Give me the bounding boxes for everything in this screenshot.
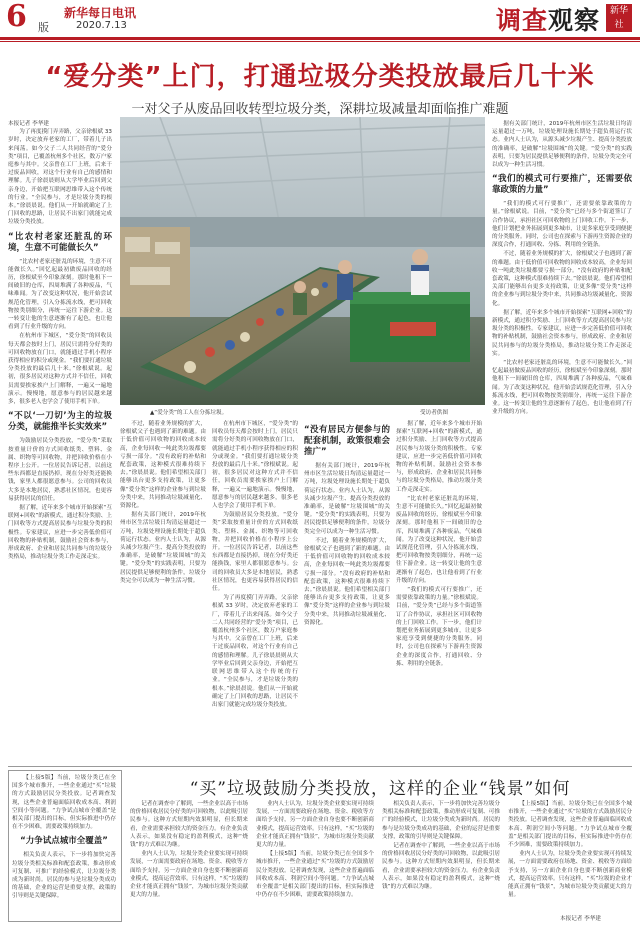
paragraph: 据有关部门统计，2019年杭州市区生活垃圾日均清运量超过一万吨，垃圾处理设施长期处于超负荷运行状态。业内人士认为，从源头减少垃圾产生、提高分类投放的准确率，是破解“垃圾围城”的关键。“爱分类”的实践表明，只要为居民提供足够便利的条件，垃圾分类完全可以成为一种生活习惯。: [492, 121, 632, 169]
paragraph: 为鼓励居民分类投放，“爱分类”采取按重量计价的方式回收纸类、塑料、金属、织物等可回收物，并把回收价格在小程序上公开。一位居民告诉记者，以前这些东西都是直接扔掉，现在分好类还能换钱，家里人都很愿意参与。公司的回收员大多是本地居民，熟悉社区情况，也更容易获得居民的信任。: [212, 512, 298, 593]
paragraph: 记者在调查中了解到，一些企业以高于市场的价格回收居民分好类的可回收物，以此吸引居民参与。这种方式短期内效果明显，但长期来看，企业需要承担较大的资金压力。有企业负责人表示，如果没有稳定的盈利模式，这种“烧钱”的方式难以为继。: [130, 801, 248, 849]
paragraph: “我们的模式可行要推广，还需要依靠政策的力量。”徐根斌说。目前，“爱分类”已经与多个街道签订了合作协议，承担社区可回收物的上门回收工作。下一步，他们计划把业务拓展到更多城市，让更多家庭享受到便捷的分类服务。同时，公司也在探索与下游再生资源企业的深度合作，打通回收、分拣、利用的全链条。: [492, 201, 632, 249]
paragraph: 为鼓励居民分类投放，“爱分类”采取按重量计价的方式回收纸类、塑料、金属、织物等可回收物，并把回收价格在小程序上公开。一位居民告诉记者，以前这些东西都是直接扔掉，现在分好类还能换钱，家里人都很愿意参与。公司的回收员大多是本地居民，熟悉社区情况，也更容易获得居民的信任。: [8, 438, 112, 502]
paragraph: 【上接5版】当前，垃圾分类已在全国多个城市推开，一些企业通过“买”垃圾的方式鼓励居民分类投放。记者调查发现，这些企业普遍面临回收成本高、利润空间小等问题。“力争试点城市全覆盖”是相关部门提出的目标，但实际推进中仍存在不少困难，需要政策持续加力。: [508, 801, 632, 849]
paragraph: 记者在调查中了解到，一些企业以高于市场的价格回收居民分好类的可回收物，以此吸引居民参与。这种方式短期内效果明显，但长期来看，企业需要承担较大的资金压力。有企业负责人表示，如果没有稳定的盈利模式，这种“烧钱”的方式难以为继。: [382, 843, 500, 891]
issue-date: 2020.7.13: [76, 20, 127, 31]
sorting-facility-image: [120, 117, 485, 405]
section-heading-2: “不以‘一刀切’为主的垃圾分类，就能推半长实效来”: [8, 411, 112, 433]
headline: “爱分类”上门，打通垃圾分类投放最后几十米: [45, 62, 595, 92]
paragraph: 相关负责人表示，下一步将加快完善垃圾分类相关标准和配套政策，推动形成可复制、可推广的经验模式，让垃圾分类成为新时尚。居民的参与是垃圾分类成功的基础，企业的运营是重要支撑，政策的引导则是关键保障。: [382, 801, 500, 840]
column-4: [304, 420, 390, 765]
bottom-column-1: [130, 800, 248, 920]
section-heading-1: “比农村老家还脏乱的环境，生意不可能做长久”: [8, 231, 112, 253]
paragraph: 业内人士认为，垃圾分类企业要实现可持续发展，一方面需要政府在场地、资金、税收等方面给予支持，另一方面企业自身也要不断创新商业模式，提高运营效率。只有这样，“买”垃圾的企业才能真正拥有“钱景”，为城市垃圾分类贡献更大的力量。: [508, 851, 632, 899]
paragraph: 【上接5版】当前，垃圾分类已在全国多个城市推开，一些企业通过“买”垃圾的方式鼓励居民分类投放。记者调查发现，这些企业普遍面临回收成本高、利润空间小等问题。“力争试点城市全覆盖”是相关部门提出的目标，但实际推进中仍存在不少困难，需要政策持续加力。: [256, 851, 374, 899]
photo-credit: 受访者供图: [420, 410, 448, 416]
page-number: 6: [6, 0, 27, 34]
paragraph: 相关负责人表示，下一步将加快完善垃圾分类相关标准和配套政策，推动形成可复制、可推广的经验模式，让垃圾分类成为新时尚。居民的参与是垃圾分类成功的基础，企业的运营是重要支撑，政策的引导则是关键保障。: [12, 852, 116, 900]
column-3: [212, 420, 298, 765]
paragraph: 不过，随着业务规模的扩大，徐根斌父子也遇到了新的难题。由于低价值可回收物的回收成本较高，企业每回收一吨此类垃圾都要亏损一部分。“没有政府的补贴和配套政策，这种模式很难持续下去。”徐晨晨说。他们希望相关部门能够出台更多支持政策，让更多像“爱分类”这样的企业参与到垃圾分类中来，共同推动垃圾减量化、资源化。: [120, 421, 206, 510]
paragraph: 为了再度摸门弄弄路，父亲徐根斌 33 岁时，决定放弃老家的工厂，带着儿子出来闯荡。如今父子二人共同经营的“爱分类”项目，已覆盖杭州多个社区，数万户家庭参与其中。父亲曾在工厂上班，后来干过废品回收，对这个行业有自己的感情和理解。儿子徐晨晨则从大学毕业后回到父亲身边，开始把互联网思维带入这个传统的行业。“全民参与，才是垃圾分类的根本。”徐晨晨说。他们从一开始就确定了上门回收的思路，让居民不出家门就能完成垃圾分类投放。: [8, 129, 112, 226]
paragraph: 据了解，近年来多个城市开始探索“互联网+回收”的新模式，通过积分奖励、上门回收等方式提高居民参与垃圾分类的积极性。专家建议，应进一步完善低价值可回收物的补贴机制，鼓励社会资本参与，形成政府、企业和居民共同参与的垃圾分类格局，推动垃圾分类工作走深走实。: [8, 504, 112, 561]
paragraph: 在杭州市下城区，“爱分类”的回收员每天都会按时上门，居民只需将分好类的可回收物放在门口，就能通过手机小程序获得相应的积分或现金。“我们要打通垃圾分类投放的最后几十米。”徐根斌说。起初，很多居民对这种方式并不信任，回收员需要挨家挨户上门解释，一遍又一遍地演示。慢慢地，愿意参与的居民越来越多，很多老人也学会了使用手机下单。: [212, 421, 298, 510]
section-heading-3: “没有居民方便参与的配套机制，政策很难会推广”: [304, 425, 390, 457]
brand-main: 调查: [495, 6, 548, 35]
brand-tag: 新华社: [606, 4, 632, 32]
paragraph: 【上接5版】当前，垃圾分类已在全国多个城市推开，一些企业通过“买”垃圾的方式鼓励居民分类投放。记者调查发现，这些企业普遍面临回收成本高、利润空间小等问题。“力争试点城市全覆盖”是相关部门提出的目标，但实际推进中仍存在不少困难，需要政策持续加力。: [12, 775, 116, 831]
bottom-column-4: [508, 800, 632, 912]
box-title: “力争试点城市全覆盖”: [20, 836, 108, 847]
paragraph: “比农村老家还脏乱的环境，生意不可能做长久。”回忆起最初做废品回收的经历，徐根斌至今印象深刻。那时他租下一间破旧的仓库，四周堆满了各种废品，气味难闻。为了改变这种状况，他开始尝试规范化管理，引入分拣流水线，把可回收物按类别细分，再统一运往下游企业。这一转变让他的生意逐渐有了起色，也让他看到了行业升级的方向。: [396, 495, 482, 584]
paragraph: 在杭州市下城区，“爱分类”的回收员每天都会按时上门，居民只需将分好类的可回收物放在门口，就能通过手机小程序获得相应的积分或现金。“我们要打通垃圾分类投放的最后几十米。”徐根斌说。起初，很多居民对这种方式并不信任，回收员需要挨家挨户上门解释，一遍又一遍地演示。慢慢地，愿意参与的居民越来越多，很多老人也学会了使用手机下单。: [8, 333, 112, 406]
paragraph: 业内人士认为，垃圾分类企业要实现可持续发展，一方面需要政府在场地、资金、税收等方面给予支持，另一方面企业自身也要不断创新商业模式，提高运营效率。只有这样，“买”垃圾的企业才能真正拥有“钱景”，为城市垃圾分类贡献更大的力量。: [130, 851, 248, 899]
page-label: 版: [38, 21, 49, 34]
bottom-column-3: [382, 800, 500, 920]
paragraph: “比农村老家还脏乱的环境，生意不可能做长久。”回忆起最初做废品回收的经历，徐根斌至今印象深刻。那时他租下一间破旧的仓库，四周堆满了各种废品，气味难闻。为了改变这种状况，他开始尝试规范化管理，引入分拣流水线，把可回收物按类别细分，再统一运往下游企业。这一转变让他的生意逐渐有了起色，也让他看到了行业升级的方向。: [492, 360, 632, 416]
masthead-rule-thin: [0, 41, 640, 42]
article-photo: [120, 117, 485, 405]
paragraph: 不过，随着业务规模的扩大，徐根斌父子也遇到了新的难题。由于低价值可回收物的回收成本较高，企业每回收一吨此类垃圾都要亏损一部分。“没有政府的补贴和配套政策，这种模式很难持续下去。”徐晨晨说。他们希望相关部门能够出台更多支持政策，让更多像“爱分类”这样的企业参与到垃圾分类中来，共同推动垃圾减量化、资源化。: [492, 251, 632, 307]
brand-second: 观察: [547, 6, 600, 35]
section-brand: [496, 2, 600, 36]
section-heading-4: “我们的模式可行要推广，还需要依靠政策的力量”: [492, 174, 632, 196]
masthead-rule: [0, 37, 640, 40]
paragraph: “我们的模式可行要推广，还需要依靠政策的力量。”徐根斌说。目前，“爱分类”已经与多个街道签订了合作协议，承担社区可回收物的上门回收工作。下一步，他们计划把业务拓展到更多城市，让更多家庭享受到便捷的分类服务。同时，公司也在探索与下游再生资源企业的深度合作，打通回收、分拣、利用的全链条。: [396, 587, 482, 667]
column-1: [8, 120, 112, 765]
paragraph: 据了解，近年来多个城市开始探索“互联网+回收”的新模式，通过积分奖励、上门回收等方式提高居民参与垃圾分类的积极性。专家建议，应进一步完善低价值可回收物的补贴机制，鼓励社会资本参与，形成政府、企业和居民共同参与的垃圾分类格局，推动垃圾分类工作走深走实。: [396, 421, 482, 493]
paragraph: 据有关部门统计，2019年杭州市区生活垃圾日均清运量超过一万吨，垃圾处理设施长期处于超负荷运行状态。业内人士认为，从源头减少垃圾产生、提高分类投放的准确率，是破解“垃圾围城”的关键。“爱分类”的实践表明，只要为居民提供足够便利的条件，垃圾分类完全可以成为一种生活习惯。: [120, 512, 206, 584]
photo-caption: ▲“爱分类”的工人在分拣垃圾。: [150, 410, 228, 416]
box-content: [12, 774, 116, 916]
paragraph: 据有关部门统计，2019年杭州市区生活垃圾日均清运量超过一万吨，垃圾处理设施长期处于超负荷运行状态。业内人士认为，从源头减少垃圾产生、提高分类投放的准确率，是破解“垃圾围城”的关键。“爱分类”的实践表明，只要为居民提供足够便利的条件，垃圾分类完全可以成为一种生活习惯。: [304, 463, 390, 535]
paragraph: 据了解，近年来多个城市开始探索“互联网+回收”的新模式，通过积分奖励、上门回收等方式提高居民参与垃圾分类的积极性。专家建议，应进一步完善低价值可回收物的补贴机制，鼓励社会资本参与，形成政府、企业和居民共同参与的垃圾分类格局，推动垃圾分类工作走深走实。: [492, 309, 632, 357]
bottom-column-2: [256, 800, 374, 920]
bottom-headline: “买”垃圾鼓励分类投放，这样的企业“钱景”如何: [189, 779, 571, 799]
newspaper-name: 新华每日电讯: [64, 6, 137, 20]
column-2: [120, 420, 206, 765]
bottom-byline: 本报记者 李华建: [560, 916, 601, 922]
column-5: [396, 420, 482, 765]
paragraph: 业内人士认为，垃圾分类企业要实现可持续发展，一方面需要政府在场地、资金、税收等方面给予支持，另一方面企业自身也要不断创新商业模式，提高运营效率。只有这样，“买”垃圾的企业才能真正拥有“钱景”，为城市垃圾分类贡献更大的力量。: [256, 801, 374, 849]
subheadline: 一对父子从废品回收转型垃圾分类，深耕垃圾减量却面临推广难题: [131, 102, 509, 117]
column-6: [492, 120, 632, 765]
byline: 本报记者 李华建: [8, 121, 49, 127]
section-divider: [8, 766, 632, 767]
paragraph: 为了再度摸门弄弄路，父亲徐根斌 33 岁时，决定放弃老家的工厂，带着儿子出来闯荡。如今父子二人共同经营的“爱分类”项目，已覆盖杭州多个社区，数万户家庭参与其中。父亲曾在工厂上班，后来干过废品回收，对这个行业有自己的感情和理解。儿子徐晨晨则从大学毕业后回到父亲身边，开始把互联网思维带入这个传统的行业。“全民参与，才是垃圾分类的根本。”徐晨晨说。他们从一开始就确定了上门回收的思路，让居民不出家门就能完成垃圾分类投放。: [212, 595, 298, 708]
paragraph: 不过，随着业务规模的扩大，徐根斌父子也遇到了新的难题。由于低价值可回收物的回收成本较高，企业每回收一吨此类垃圾都要亏损一部分。“没有政府的补贴和配套政策，这种模式很难持续下去。”徐晨晨说。他们希望相关部门能够出台更多支持政策，让更多像“爱分类”这样的企业参与到垃圾分类中来，共同推动垃圾减量化、资源化。: [304, 537, 390, 626]
paragraph: “比农村老家还脏乱的环境，生意不可能做长久。”回忆起最初做废品回收的经历，徐根斌至今印象深刻。那时他租下一间破旧的仓库，四周堆满了各种废品，气味难闻。为了改变这种状况，他开始尝试规范化管理，引入分拣流水线，把可回收物按类别细分，再统一运往下游企业。这一转变让他的生意逐渐有了起色，也让他看到了行业升级的方向。: [8, 258, 112, 331]
